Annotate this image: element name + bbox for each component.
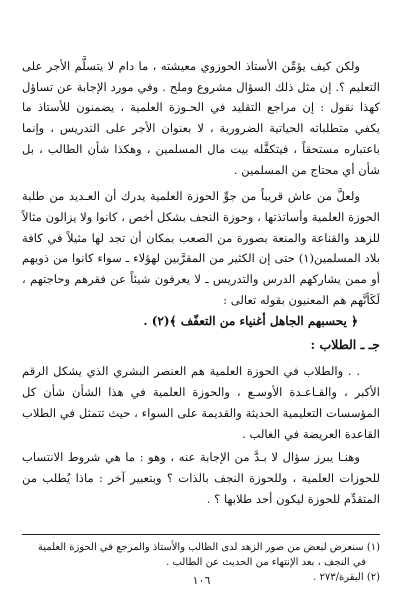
paragraph-3: . . والطلاب في الحوزة العلمية هم العنصر البشري الذي يشكل الرقم الأكبر ، والقـاعـدة الأوسـع ، والحوزة العلمية في هذا الشأن شأن كل المؤسسات التعليمية الحديثة والقديمة على السواء ، حيث تتمثل في الطلاب القاعدة العريضة في الغالب . <box>22 364 380 441</box>
paragraph-2: ولعلَّ من عاش قريباً من جوِّ الحوزة العلمية يدرك أن العـديد من طلبة الحوزة العلمية وأساتذتها ، وحوزة النجف بشكل أخص ، كانوا ولا يزالون مثالاً للزهد والقناعة والمنعة بصورة من الصعب بمكان أن تجد لها مثيلاً في كافة بلاد المسلمين(١) حتى إن الكثير من المقرَّبين لهؤلاء ـ سواء كانوا من ذويهم أو ممن يشاركهم الدرس والتدريس ـ لا يعرفون شيئاً عن فقرهم وحاجتهم ، لَكَأنَّهم هم المعنيون بقوله تعالى : <box>22 189 380 307</box>
paragraph-4: وهنـا يبرز سؤال لا بـدَّ من الإجابة عنه ، وهو : ما هي شروط الانتساب للحوزات العلمية ، وللحوزة النجف بالذات ؟ وبتعبير آخر : ماذا يُطلب من المتقدِّم للحوزة ليكون أحد طلابها ؟ . <box>22 450 380 506</box>
paragraph-1: ولكن كيف يؤمِّن الأستاذ الحوزوي معيشته ، ما دام لا يتسلَّم الأجر على التعليم ؟. إن مثل ذلك السؤال مشروع وملح . وفي مورد الإجابة عن تساؤل كهذا نقول : إن مراجع التقليد في الحـوزة العلمية ، يضمنون للأستاذ ما يكفي متطلباته الحياتية الضرورية ، لا بعنوان الأجر على التدريس ، وإنما باعتباره مستحقاً ، فيتكفَّله بيت مال المسلمين ، وهكذا شأن الطالب ، بل شأن أي محتاج من المسلمين . <box>22 59 380 177</box>
page-number: ١٠٦ <box>192 574 211 587</box>
footnote-1-continuation: في النجف ، بعد الإنتهاء من الحديث عن الطالب . <box>166 557 366 568</box>
quran-verse: ﴿ يحسبهم الجاهل أغنياء من التعفّف ﴾(٢) . <box>143 314 358 329</box>
footnote-1: (١) سنعرض لبعض من صور الزهد لدى الطالب والأستاذ والمرجع في الحوزة العلمية <box>37 542 380 553</box>
section-heading: جـ ـ الطلاب : <box>310 337 380 353</box>
footnote-2: (٢) البقرة/٢٧٣ . <box>313 572 380 583</box>
book-page-body <box>22 56 380 509</box>
footnote-divider <box>22 534 380 535</box>
